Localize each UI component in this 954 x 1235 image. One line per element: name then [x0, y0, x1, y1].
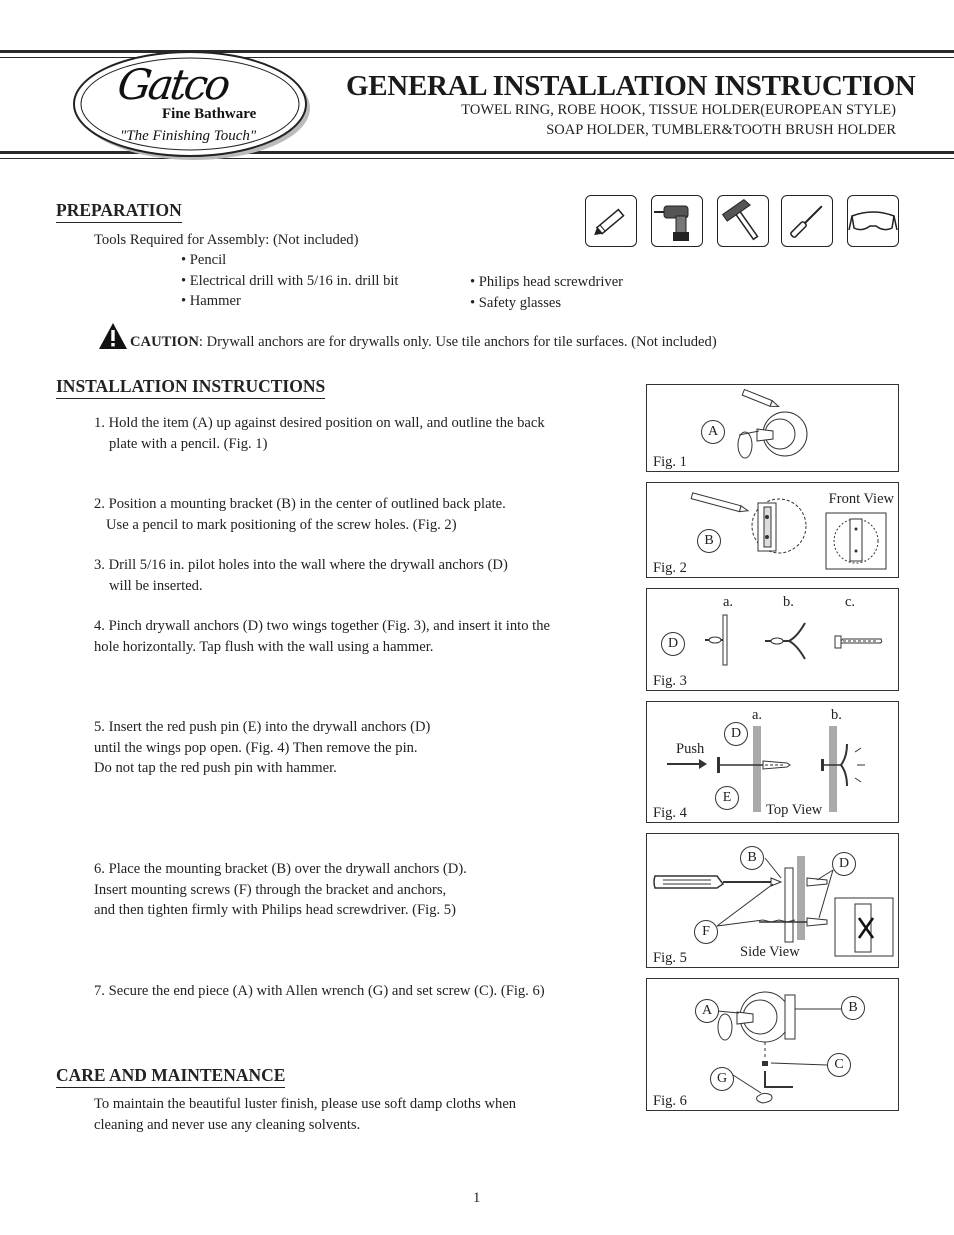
fig5-label: Fig. 5 — [653, 950, 687, 966]
step-line: 4. Pinch drywall anchors (D) two wings together (Fig. 3), and insert it into the — [94, 618, 550, 634]
step-line: hole horizontally. Tap flush with the wall using a hammer. — [94, 638, 434, 655]
subtitle-line2: SOAP HOLDER, TUMBLER&TOOTH BRUSH HOLDER — [546, 122, 896, 138]
step-line: will be inserted. — [109, 577, 203, 594]
callout-C: C — [827, 1053, 851, 1077]
care-heading: CARE AND MAINTENANCE — [56, 1065, 285, 1088]
step-3 — [94, 555, 508, 596]
fig2-label: Fig. 2 — [653, 560, 687, 576]
callout-E: E — [715, 786, 739, 810]
callout-A: A — [701, 420, 725, 444]
fig3-sub-b: b. — [783, 594, 794, 610]
step-line: 1. Hold the item (A) up against desired position on wall, and outline the back — [94, 415, 545, 431]
figure-4 — [646, 701, 899, 823]
subtitle-line1: TOWEL RING, ROBE HOOK, TISSUE HOLDER(EUROPEAN STYLE) — [461, 102, 896, 118]
fig6-label: Fig. 6 — [653, 1093, 687, 1109]
screwdriver-icon — [781, 195, 833, 247]
tool-item: • Safety glasses — [470, 294, 562, 311]
callout-F: F — [694, 920, 718, 944]
callout-B: B — [841, 996, 865, 1020]
page-title: GENERAL INSTALLATION INSTRUCTION — [346, 70, 916, 102]
tools-list-col2 — [470, 272, 623, 313]
callout-A: A — [695, 999, 719, 1023]
logo-brand: Fine Bathware — [162, 106, 257, 122]
step-line: 6. Place the mounting bracket (B) over the drywall anchors (D). — [94, 861, 467, 877]
step-line: plate with a pencil. (Fig. 1) — [109, 435, 268, 452]
preparation-heading: PREPARATION — [56, 200, 182, 223]
fig3-sub-a: a. — [723, 594, 734, 610]
step-5 — [94, 717, 430, 779]
tool-item: • Philips head screwdriver — [470, 274, 624, 290]
pencil-icon — [585, 195, 637, 247]
care-line: cleaning and never use any cleaning solvents. — [94, 1116, 361, 1133]
fig3-sub-c: c. — [845, 594, 856, 610]
callout-D: D — [661, 632, 685, 656]
safety-glasses-icon — [847, 195, 899, 247]
caution-note — [130, 332, 717, 353]
warning-icon — [98, 322, 128, 355]
fig1-label: Fig. 1 — [653, 454, 687, 470]
hammer-icon — [717, 195, 769, 247]
step-1 — [94, 413, 545, 454]
logo-tagline: "The Finishing Touch" — [120, 128, 257, 144]
logo-script: Gatco — [114, 60, 231, 109]
tool-item: • Hammer — [181, 293, 241, 309]
figure-6 — [646, 978, 899, 1111]
fig3-label: Fig. 3 — [653, 673, 687, 689]
figure-3 — [646, 588, 899, 691]
figure-2 — [646, 482, 899, 578]
brand-logo — [70, 46, 315, 164]
step-line: 7. Secure the end piece (A) with Allen wrench (G) and set screw (C). (Fig. 6) — [94, 983, 545, 999]
step-line: 3. Drill 5/16 in. pilot holes into the wall where the drywall anchors (D) — [94, 557, 508, 573]
care-text — [94, 1094, 516, 1135]
step-line: until the wings pop open. (Fig. 4) Then remove the pin. — [94, 739, 418, 756]
fig4-label: Fig. 4 — [653, 805, 687, 821]
step-line: and then tighten firmly with Philips head screwdriver. (Fig. 5) — [94, 902, 456, 918]
tool-item: • Electrical drill with 5/16 in. drill bit — [181, 272, 399, 289]
callout-B: B — [697, 529, 721, 553]
fig4-sub-b: b. — [831, 707, 842, 723]
callout-G: G — [710, 1067, 734, 1091]
step-4 — [94, 616, 550, 657]
step-6 — [94, 859, 467, 921]
callout-D: D — [832, 852, 856, 876]
drill-icon — [651, 195, 703, 247]
figure-1 — [646, 384, 899, 472]
caution-label: CAUTION — [130, 334, 199, 350]
step-2 — [94, 494, 506, 535]
tool-item: • Pencil — [181, 252, 227, 268]
fig5-view-label: Side View — [740, 944, 800, 960]
caution-text: : Drywall anchors are for drywalls only. Use tile anchors for tile surfaces. (Not included) — [198, 334, 717, 350]
fig4-view-label: Top View — [766, 802, 823, 818]
fig2-view-label: Front View — [828, 491, 894, 507]
callout-D: D — [724, 722, 748, 746]
tools-list-col1 — [181, 250, 399, 312]
step-line: 5. Insert the red push pin (E) into the drywall anchors (D) — [94, 719, 431, 735]
installation-heading: INSTALLATION INSTRUCTIONS — [56, 376, 325, 399]
step-7 — [94, 981, 545, 1002]
figure-5 — [646, 833, 899, 968]
care-line: To maintain the beautiful luster finish, please use soft damp cloths when — [94, 1096, 517, 1112]
step-line: Use a pencil to mark positioning of the screw holes. (Fig. 2) — [106, 516, 457, 533]
callout-B: B — [740, 846, 764, 870]
step-line: Do not tap the red push pin with hammer. — [94, 760, 337, 776]
fig4-sub-a: a. — [752, 707, 763, 723]
page-number: 1 — [473, 1190, 481, 1206]
step-line: 2. Position a mounting bracket (B) in the center of outlined back plate. — [94, 496, 506, 512]
step-line: Insert mounting screws (F) through the bracket and anchors, — [94, 881, 447, 898]
fig4-push-label: Push — [676, 741, 705, 757]
preparation-intro: Tools Required for Assembly: (Not included) — [94, 232, 359, 248]
